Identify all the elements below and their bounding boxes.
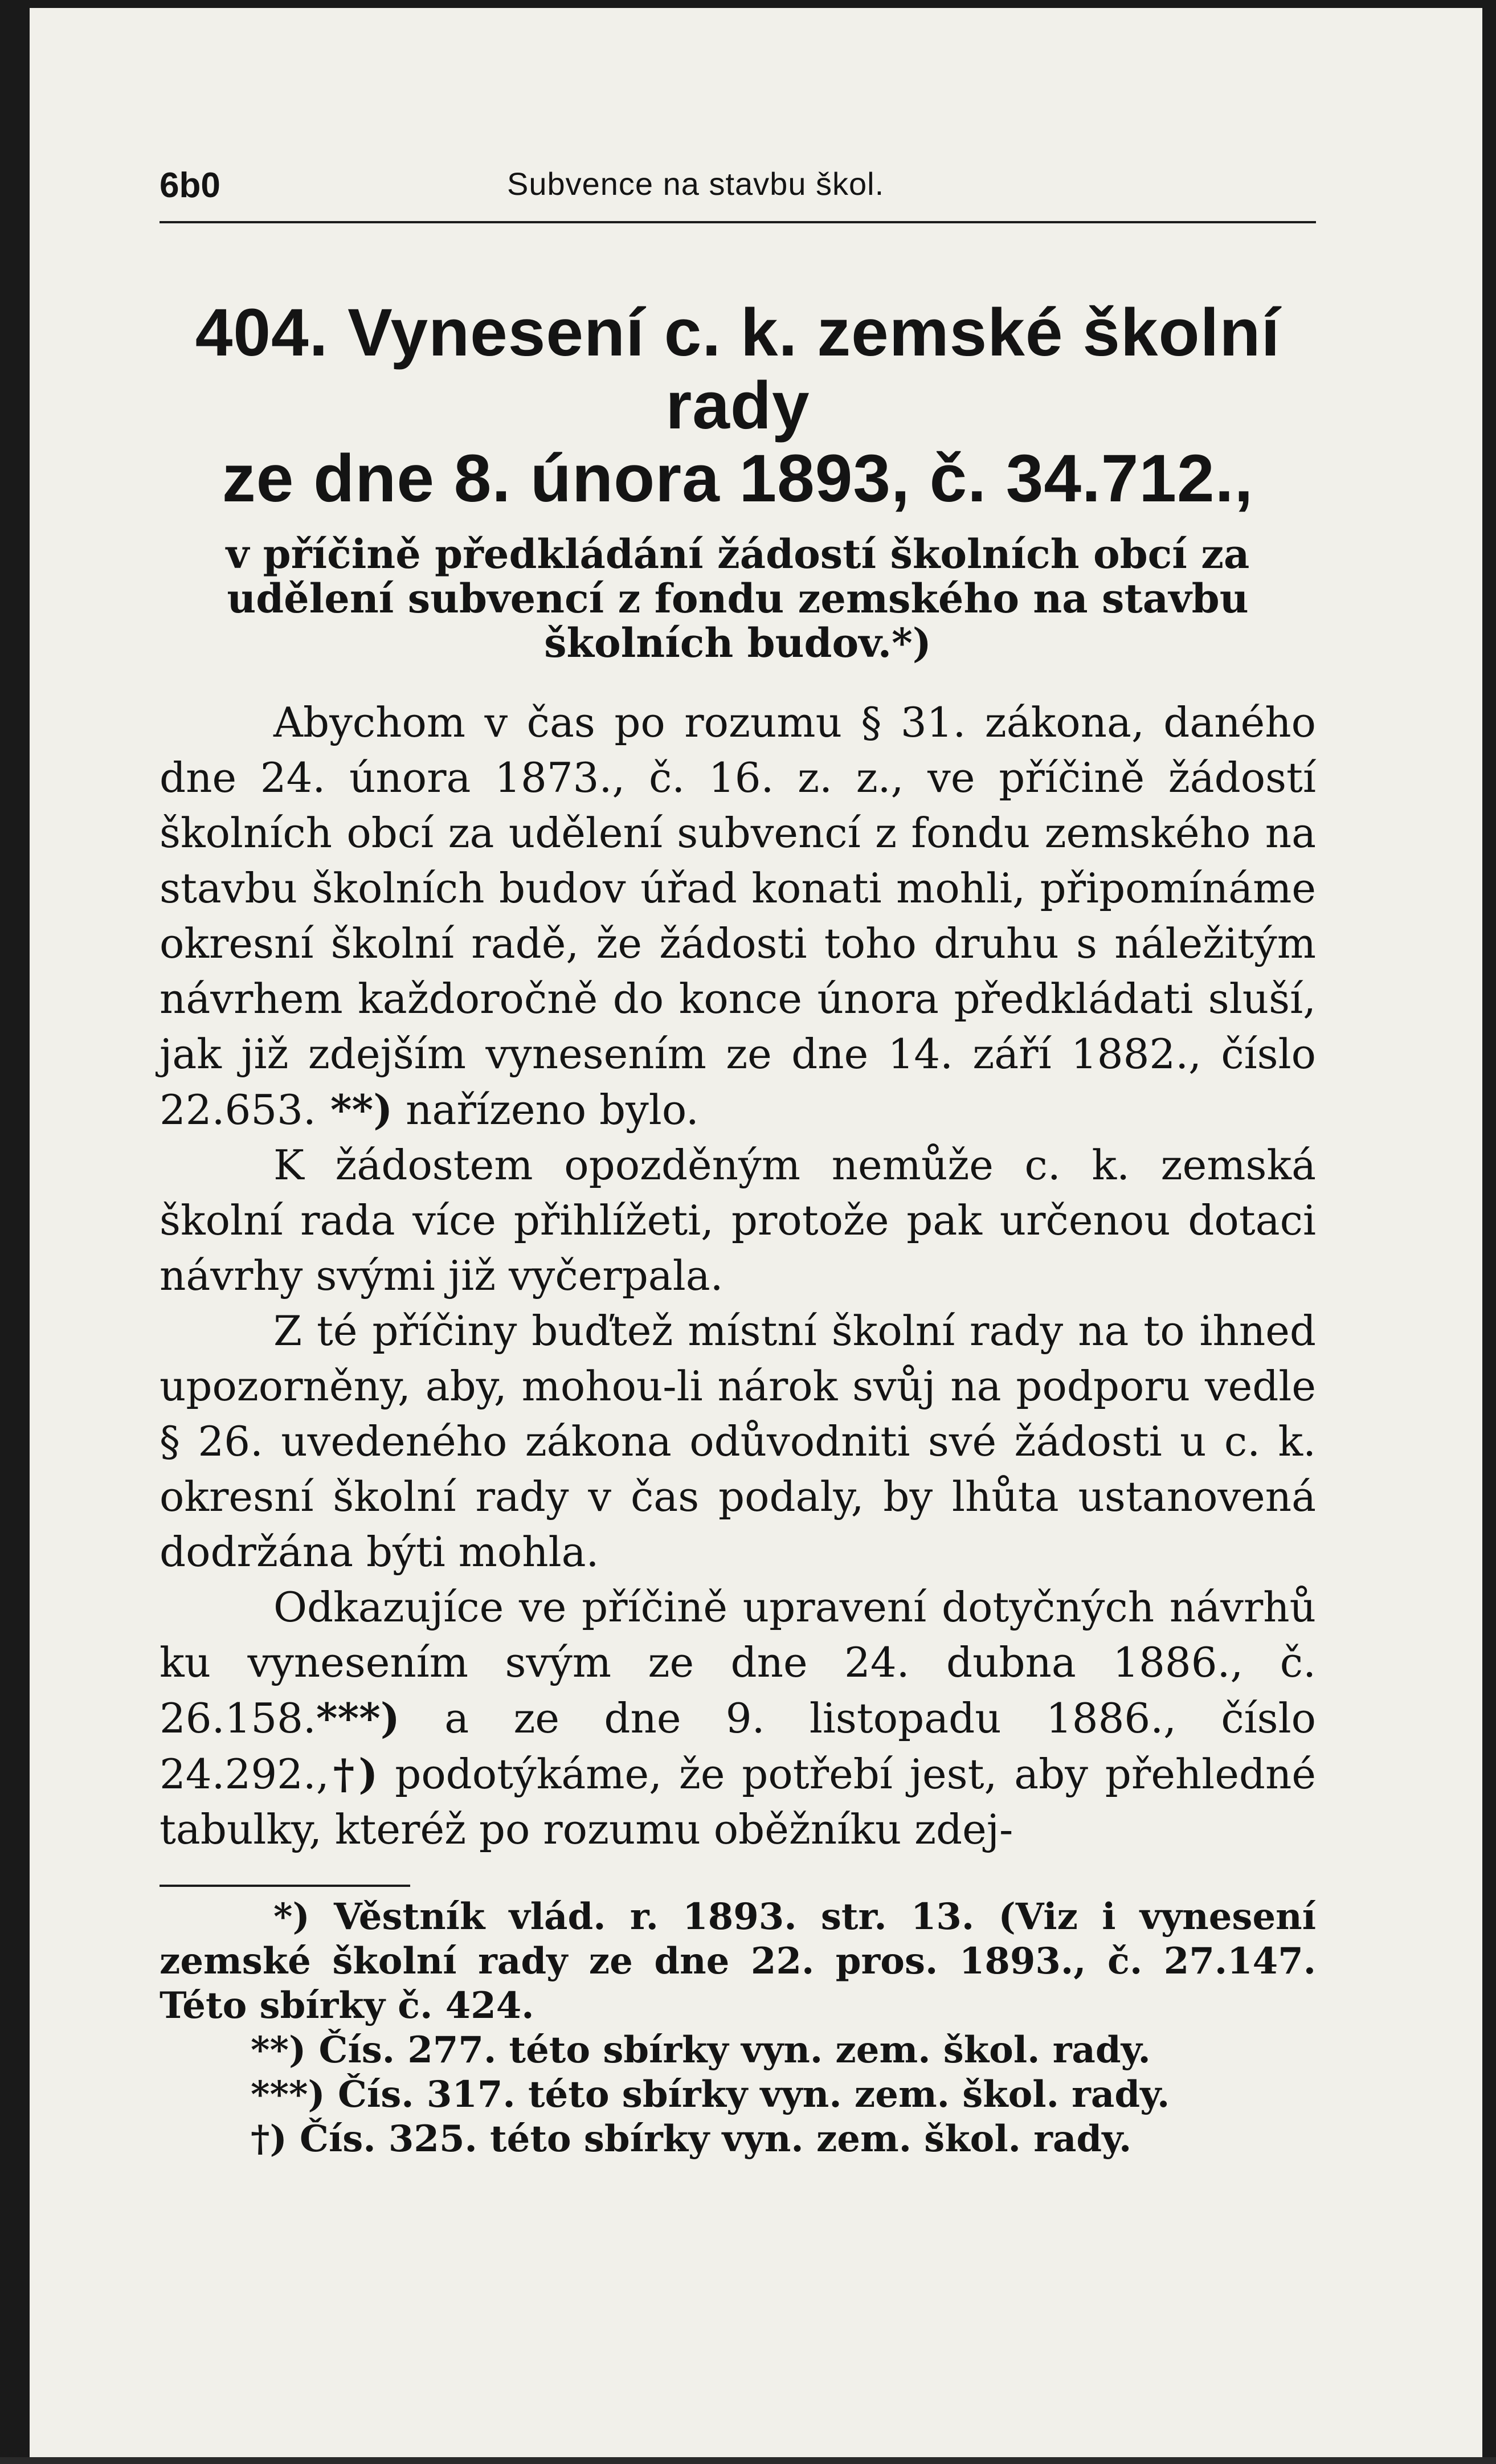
scan-edge-bottom — [0, 2457, 1496, 2464]
footnote-text: Čís. 325. této sbírky vyn. zem. škol. rady. — [287, 2118, 1132, 2160]
heading-line-1: 404. Vynesení c. k. zemské školní rady — [195, 295, 1281, 443]
subject-line-1: v příčině předkládání žádostí školních obcí za — [226, 530, 1250, 578]
footnote-marker: **) — [251, 2029, 306, 2071]
footnote-3 — [160, 2073, 1316, 2117]
running-title: Subvence na stavbu škol. — [507, 166, 885, 202]
body-text — [160, 695, 1316, 1857]
page-number: 6b0 — [160, 166, 220, 205]
footnote-4 — [160, 2117, 1316, 2161]
footnotes — [160, 1895, 1316, 2161]
subject-line-2: udělení subvencí z fondu zemského na stavbu — [227, 575, 1249, 622]
paragraph-4 — [160, 1580, 1316, 1857]
paragraph-4-end: podotýkáme, že potřebí jest, aby přehledné tabulky, kteréž po rozumu oběžníku zdej- — [160, 1750, 1316, 1853]
footnote-1 — [160, 1895, 1316, 2028]
scan-edge-right — [1482, 0, 1496, 2464]
footnote-marker: ***) — [251, 2073, 325, 2116]
footnote-2 — [160, 2028, 1316, 2073]
paragraph-1 — [160, 695, 1316, 1138]
paragraph-4-text: Odkazujíce ve příčině upravení dotyčných návrhů ku vynesením svým ze dne 24. dubna 1886., č. 26.158. — [160, 1583, 1316, 1742]
footnote-ref-3: ***) — [316, 1694, 400, 1742]
paragraph-4-middle: a ze dne 9. listopadu 1886., číslo 24.292., — [160, 1694, 1316, 1798]
document-heading — [160, 296, 1316, 515]
footnote-text: Čís. 317. této sbírky vyn. zem. škol. rady. — [325, 2073, 1170, 2116]
paragraph-2: K žádostem opozděným nemůže c. k. zemská školní rada více přihlížeti, protože pak určenou dotaci návrhy svými již vyčerpala. — [160, 1141, 1316, 1300]
running-head — [160, 148, 1316, 216]
header-rule — [160, 221, 1316, 223]
paragraph-3: Z té příčiny buďtež místní školní rady na to ihned upozorněny, aby, mohou-li nárok svůj na podporu vedle § 26. uvedeného zákona odůvodniti své žádosti u c. k. okresní školní rady v čas podaly, by lhůta ustanovená dodržána býti mohla. — [160, 1307, 1316, 1576]
scan-edge-left — [0, 0, 30, 2464]
footnote-ref-4: †) — [329, 1750, 378, 1798]
footnote-marker: †) — [251, 2118, 287, 2160]
footnote-text: Čís. 277. této sbírky vyn. zem. škol. rady. — [306, 2029, 1151, 2071]
footnote-rule — [160, 1885, 410, 1887]
scan-edge-top — [0, 0, 1496, 8]
paragraph-1-text: Abychom v čas po rozumu § 31. zákona, daného dne 24. února 1873., č. 16. z. z., ve příčině žádostí školních obcí za udělení subvencí z fondu zemského na stavbu školních budov úřad konati mohli, připomínáme okresní školní radě, že žádosti toho druhu s náležitým návrhem každoročně do konce února předkládati sluší, jak již zdejším vynesením ze dne 14. září 1882., číslo 22.653. — [160, 698, 1316, 1134]
heading-line-2: ze dne 8. února 1893, č. 34.712., — [222, 441, 1254, 516]
document-subject — [160, 532, 1316, 665]
footnote-ref-2: **) — [316, 1085, 393, 1134]
footnote-marker: *) — [273, 1895, 310, 1938]
subject-line-3: školních budov.*) — [544, 619, 931, 667]
paragraph-1-end: nařízeno bylo. — [393, 1086, 699, 1134]
page — [160, 148, 1316, 2161]
footnote-text: Věstník vlád. r. 1893. str. 13. (Viz i vynesení zemské školní rady ze dne 22. pros. 1893., č. 27.147. Této sbírky č. 424. — [160, 1895, 1316, 2027]
